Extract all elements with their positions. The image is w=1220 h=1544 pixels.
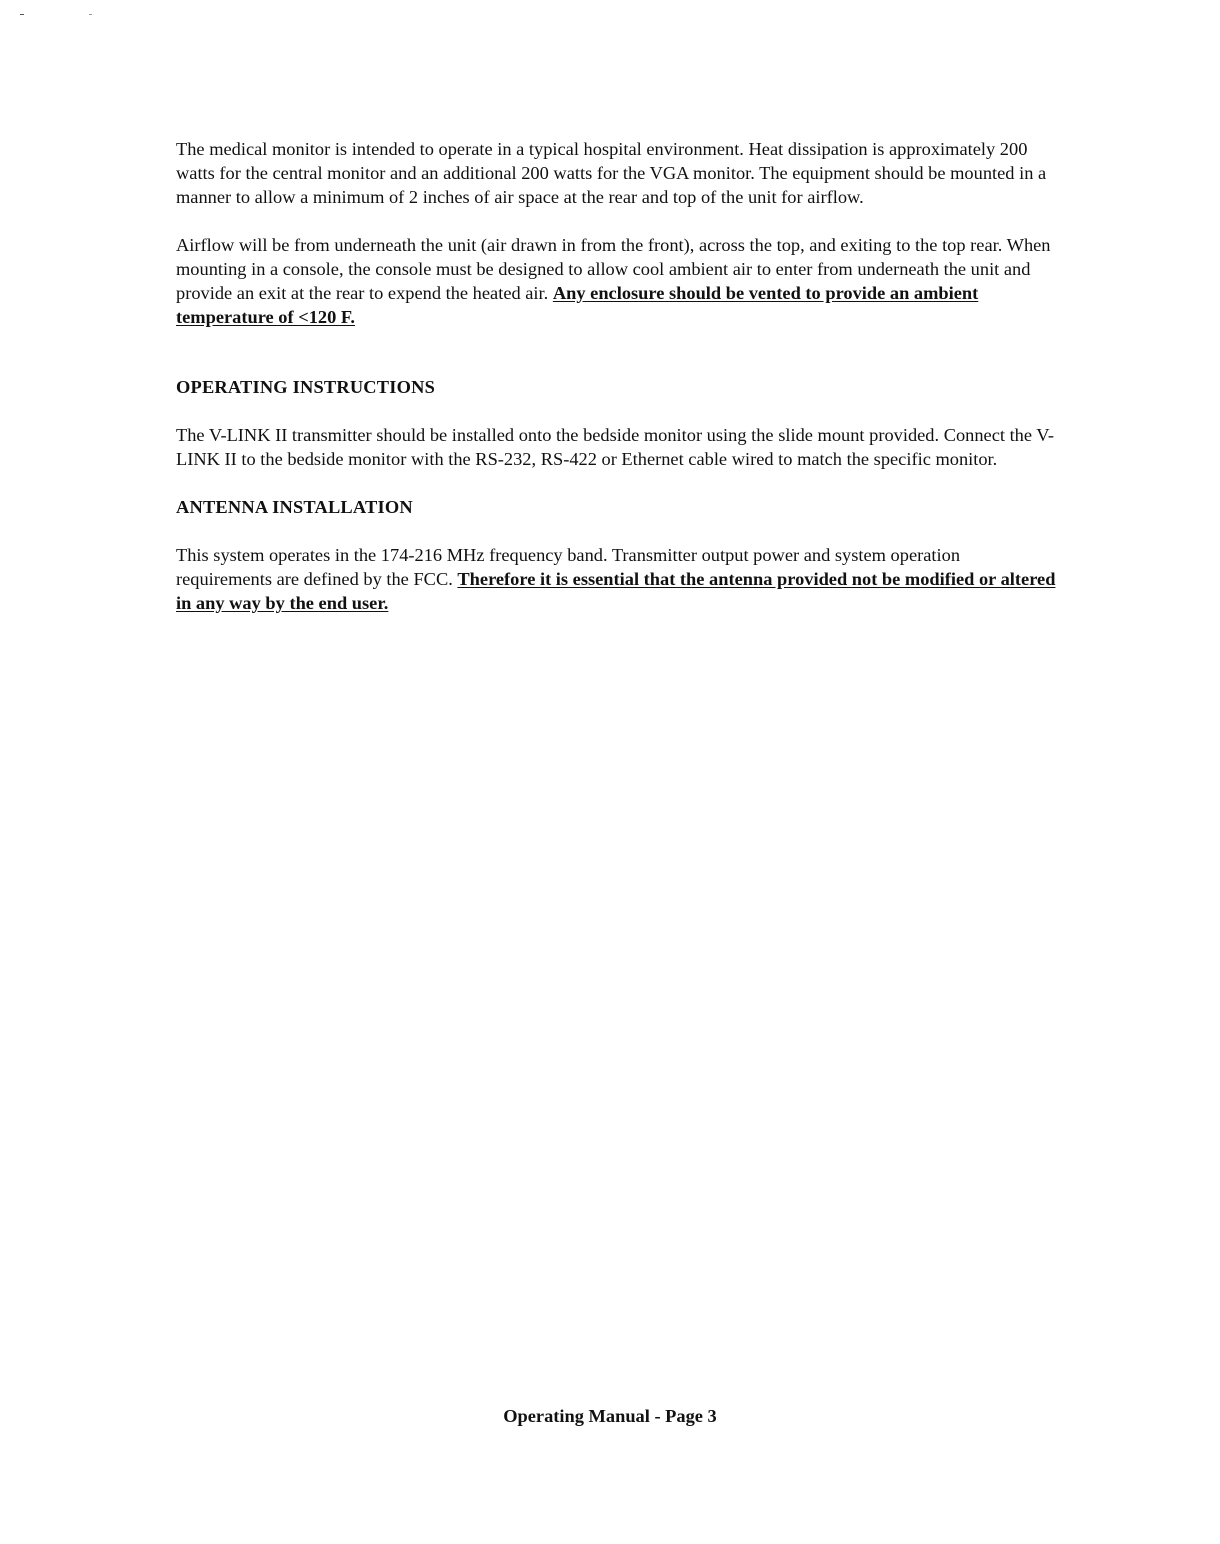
- heat-dissipation-paragraph: The medical monitor is intended to operate in a typical hospital environment. Heat dissipation is approximately 200 watts for the central monitor and an additional 200 watts for the VGA monitor. The equipment should be mounted in a manner to allow a minimum of 2 inches of air space at the rear and top of the unit for airflow.: [176, 139, 1047, 207]
- enclosure-warning: Any enclosure should be vented to provide an ambient temperature of <120 F.: [176, 283, 979, 327]
- antenna-installation-heading: ANTENNA INSTALLATION: [176, 497, 413, 517]
- operating-instructions-paragraph: The V-LINK II transmitter should be installed onto the bedside monitor using the slide mount provided. Connect the V-LINK II to the bedside monitor with the RS-232, RS-422 or Ethernet cable wired to match the specific monitor.: [176, 425, 1055, 469]
- airflow-paragraph: [176, 233, 1056, 329]
- document-body: [176, 137, 1056, 615]
- airflow-text: Airflow will be from underneath the unit (air drawn in from the front), across the top, and exiting to the top rear. When mounting in a console, the console must be designed to allow cool ambient air to enter from underneath the unit and provide an exit at the rear to expend the heated air.: [176, 235, 1051, 303]
- antenna-text: This system operates in the 174-216 MHz frequency band. Transmitter output power and system operation requirements are defined by the FCC.: [176, 545, 961, 589]
- antenna-installation-paragraph: [176, 543, 1056, 615]
- antenna-warning: Therefore it is essential that the antenna provided not be modified or altered in any way by the end user.: [176, 569, 1056, 613]
- scan-artifact: [89, 14, 92, 15]
- operating-instructions-heading: OPERATING INSTRUCTIONS: [176, 377, 436, 397]
- page-footer: Operating Manual - Page 3: [503, 1406, 717, 1426]
- scan-artifact: [20, 14, 24, 15]
